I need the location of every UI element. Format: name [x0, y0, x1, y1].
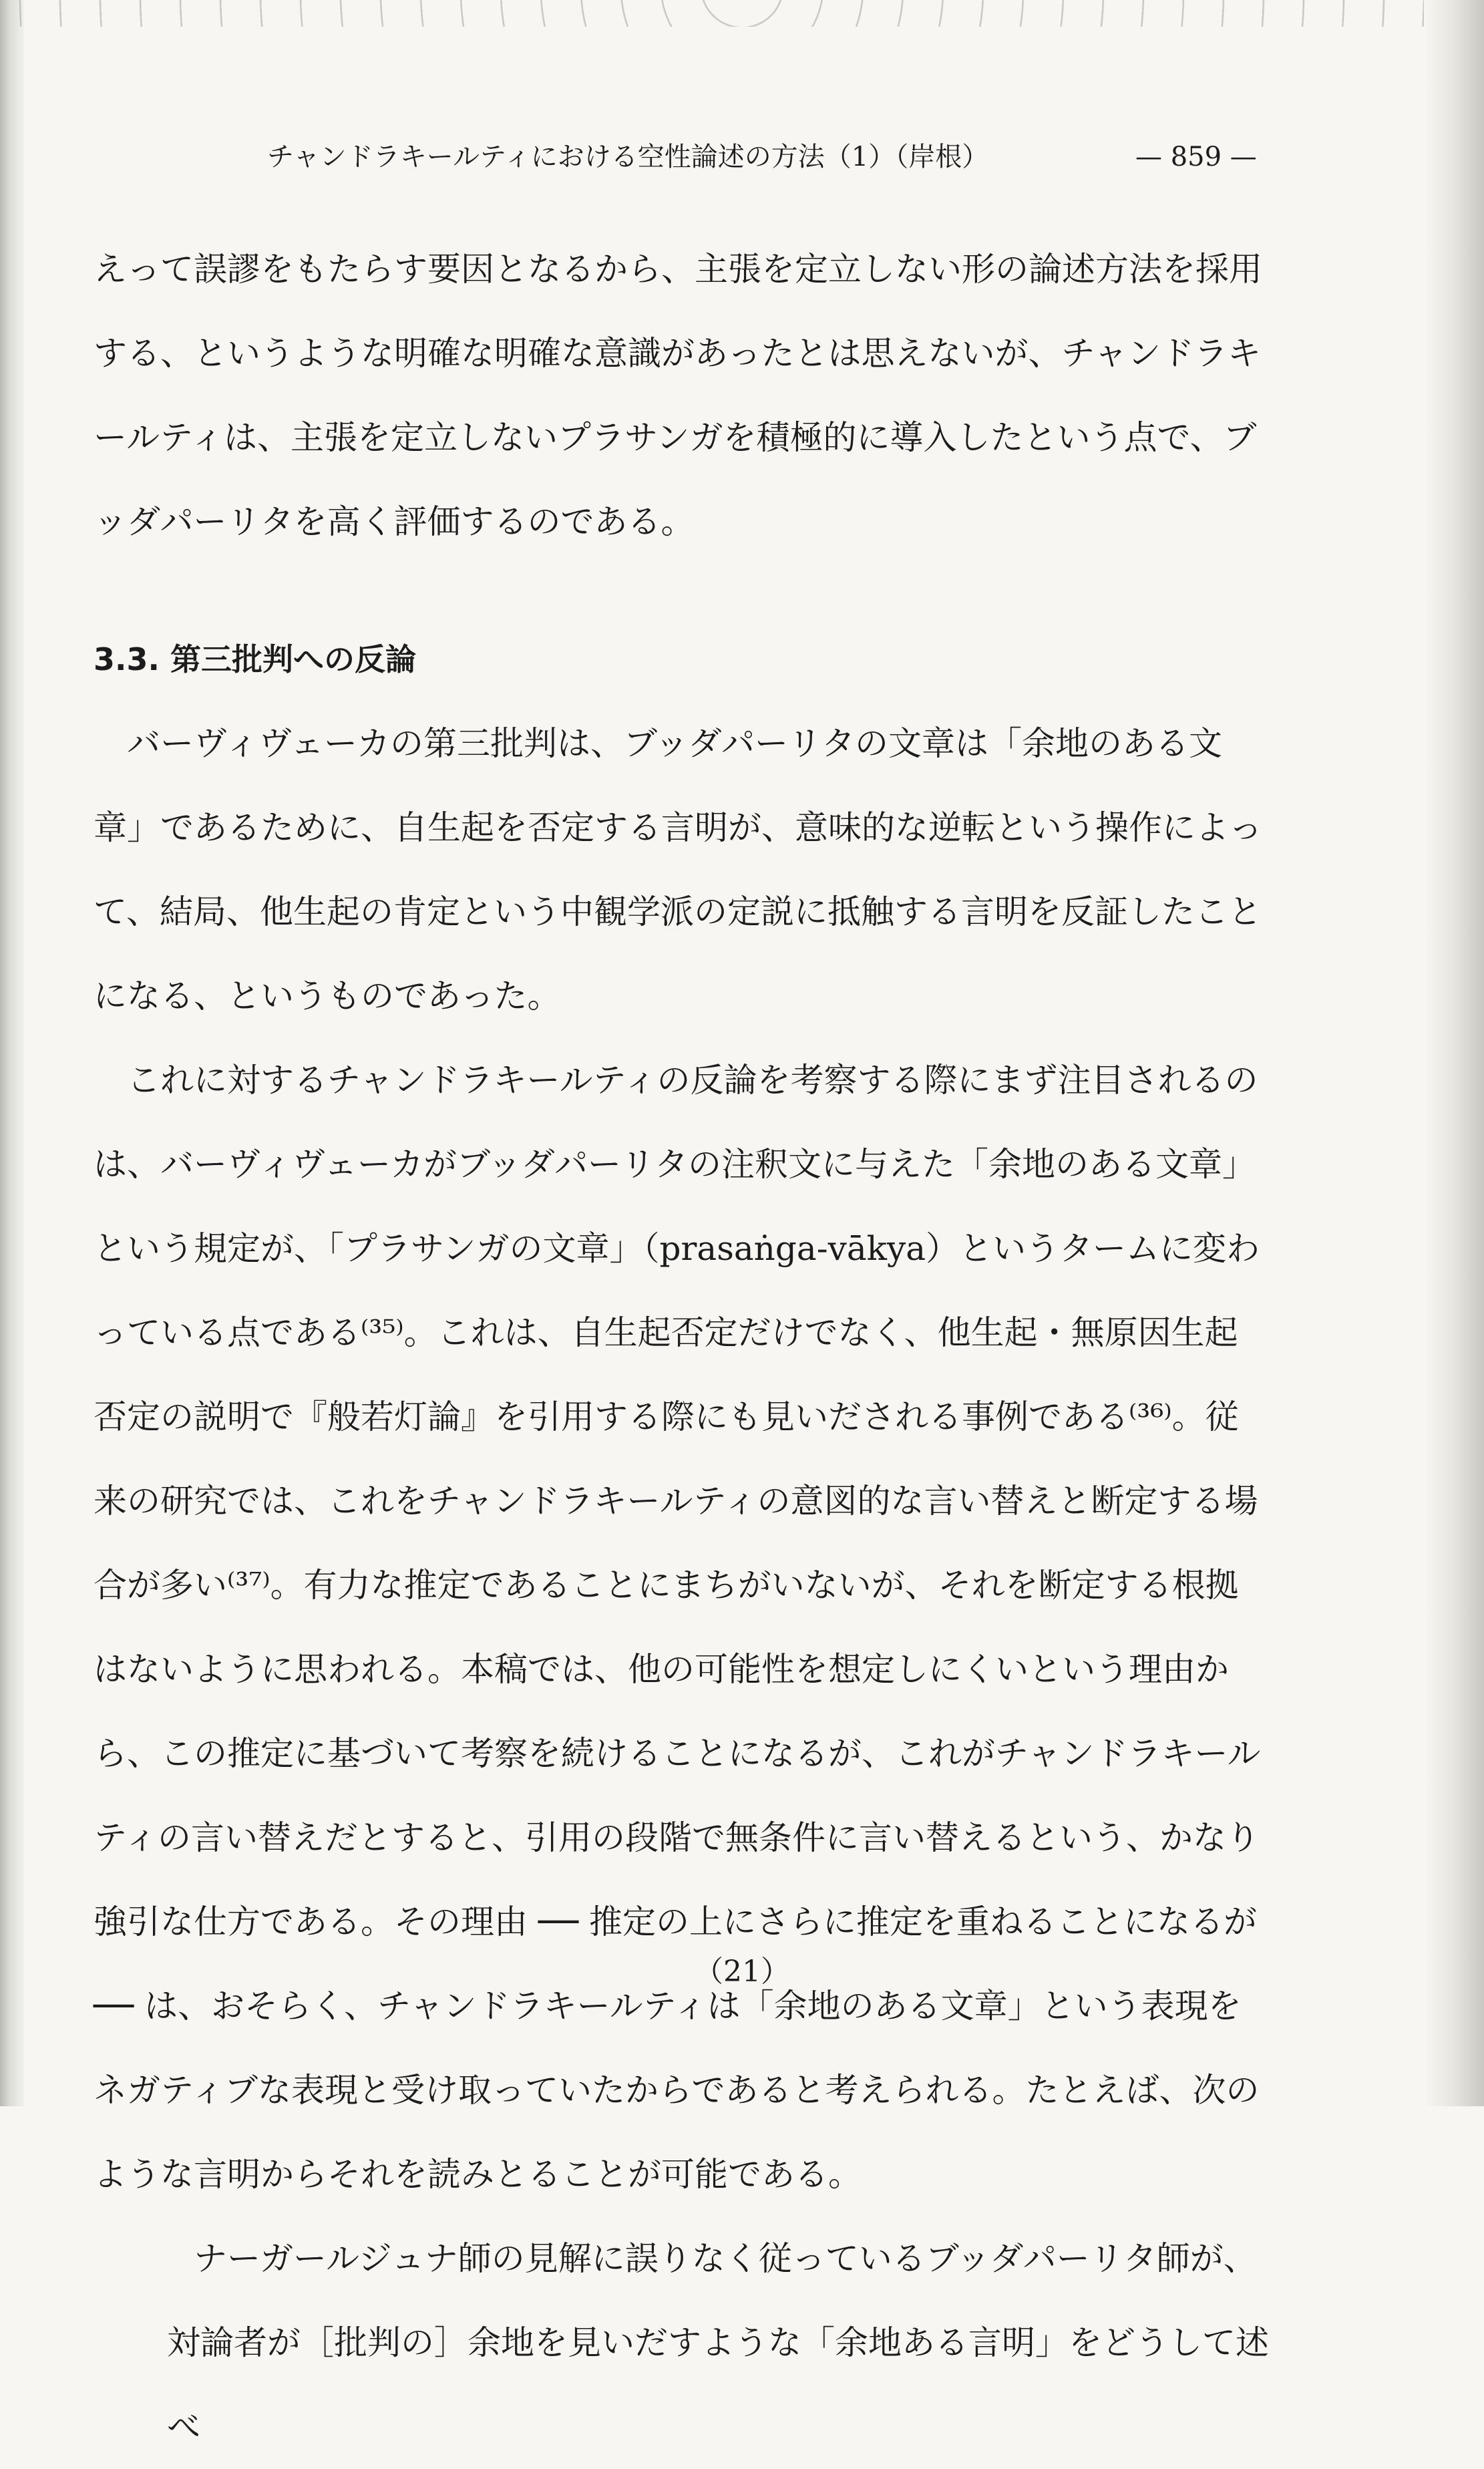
scan-right-edge: [1424, 0, 1484, 2106]
paragraph-rebuttal: これに対するチャンドラキールティの反論を考察する際にまず注目されるのは、バーヴィヴェーカがブッダパーリタの注釈文に与えた「余地のある文章」という規定が、「プラサンガの文章」（prasaṅga-vākya）というタームに変わっている点である⁽³⁵⁾。これは、自生起否定だけでなく、他生起・無原因生起否定の説明で『般若灯論』を引用する際にも見いだされる事例である⁽³⁶⁾。従来の研究では、これをチャンドラキールティの意図的な言い替えと断定する場合が多い⁽³⁷⁾。有力な推定であることにまちがいないが、それを断定する根拠はないように思われる。本稿では、他の可能性を想定しにくいという理由から、この推定に基づいて考察を続けることになるが、これがチャンドラキールティの言い替えだとすると、引用の段階で無条件に言い替えるという、かなり強引な仕方である。その理由 ── 推定の上にさらに推定を重ねることになるが ── は、おそらく、チャンドラキールティは「余地のある文章」という表現をネガティブな表現と受け取っていたからであると考えられる。たとえば、次のような言明からそれを読みとることが可能である。: [94, 1061, 1261, 2194]
section-heading: 3.3. 第三批判への反論: [94, 641, 416, 677]
header-page-number: — 859 —: [1135, 142, 1257, 172]
paragraph-third-critique: バーヴィヴェーカの第三批判は、ブッダパーリタの文章は「余地のある文章」であるために、自生起を否定する言明が、意味的な逆転という操作によって、結局、他生起の肯定という中観学派の定説に抵触する言明を反証したことになる、というものであった。: [94, 724, 1262, 1015]
paragraph-continuation: えって誤謬をもたらす要因となるから、主張を定立しない形の論述方法を採用する、というような明確な明確な意識があったとは思えないが、チャンドラキールティは、主張を定立しないプラサンガを積極的に導入したという点で、ブッダパーリタを高く評価するのである。: [94, 250, 1262, 541]
scan-left-edge: [0, 0, 24, 2106]
footer-page-number: （21）: [694, 1955, 790, 1989]
scan-punch-holes: [0, 0, 1484, 27]
main-text: [94, 227, 1269, 2469]
block-quote: ナーガールジュナ師の見解に誤りなく従っているブッダパーリタ師が、対論者が［批判の］余地を見いだすような「余地ある言明」をどうして述べ: [167, 2239, 1269, 2446]
running-title: チャンドラキールティにおける空性論述の方法（1）（岸根）: [267, 142, 989, 172]
running-header: [267, 134, 1269, 180]
